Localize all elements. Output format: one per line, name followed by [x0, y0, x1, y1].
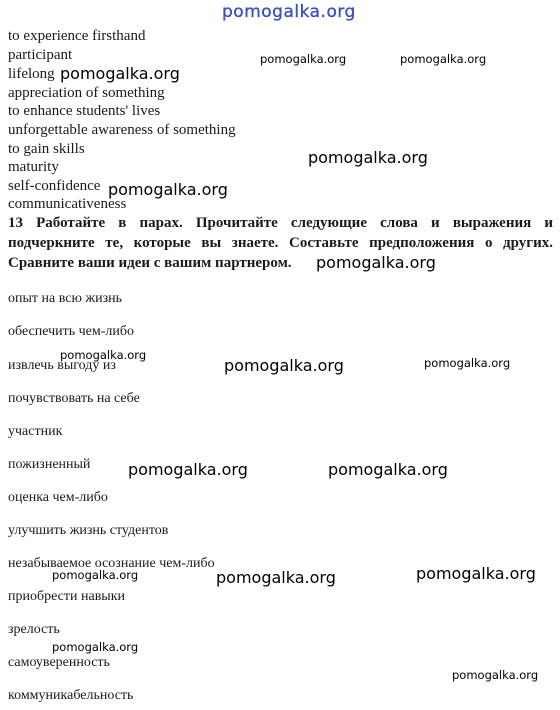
english-term: unforgettable awareness of something	[8, 122, 236, 138]
english-term: communicativeness	[8, 196, 127, 212]
russian-term: незабываемое осознание чем-либо	[8, 556, 215, 571]
watermark: pomogalka.org	[260, 52, 347, 66]
english-term: participant	[8, 47, 73, 63]
watermark: pomogalka.org	[52, 640, 139, 654]
russian-term: опыт на всю жизнь	[8, 291, 122, 306]
watermark: pomogalka.org	[60, 348, 147, 362]
header-watermark: pomogalka.org	[222, 2, 356, 22]
russian-term: улучшить жизнь студентов	[8, 523, 169, 538]
english-term: maturity	[8, 159, 59, 175]
russian-term: зрелость	[8, 622, 60, 637]
watermark: pomogalka.org	[52, 568, 139, 582]
task-instruction: 13 Работайте в парах. Прочитайте следующие слова и выражения и подчеркните те, которые вы знаете. Составьте предположения о других. Сравните ваши идеи с вашим партнером.	[8, 215, 553, 271]
russian-term: извлечь выгоду из	[8, 358, 116, 373]
russian-term: пожизненный	[8, 457, 91, 472]
watermark: pomogalka.org	[452, 668, 539, 682]
russian-term: почувствовать на себе	[8, 391, 140, 406]
english-term: to experience firsthand	[8, 28, 146, 44]
russian-term: коммуникабельность	[8, 688, 134, 703]
english-term: to gain skills	[8, 141, 85, 157]
watermark: pomogalka.org	[108, 180, 228, 199]
russian-term: оценка чем-либо	[8, 490, 108, 505]
russian-term: самоуверенность	[8, 655, 110, 670]
english-term: appreciation of something	[8, 85, 165, 101]
english-term: to enhance students' lives	[8, 103, 161, 119]
russian-term: участник	[8, 424, 63, 439]
watermark: pomogalka.org	[328, 460, 448, 479]
watermark: pomogalka.org	[400, 52, 487, 66]
watermark: pomogalka.org	[424, 356, 511, 370]
watermark: pomogalka.org	[60, 64, 180, 83]
english-term: self-confidence	[8, 178, 101, 194]
watermark: pomogalka.org	[224, 356, 344, 375]
watermark: pomogalka.org	[216, 568, 336, 587]
watermark: pomogalka.org	[128, 460, 248, 479]
russian-term: приобрести навыки	[8, 589, 126, 604]
english-term: lifelong	[8, 66, 55, 82]
watermark: pomogalka.org	[416, 564, 536, 583]
watermark: pomogalka.org	[308, 148, 428, 167]
russian-term: обеспечить чем-либо	[8, 324, 134, 339]
watermark: pomogalka.org	[316, 253, 436, 272]
